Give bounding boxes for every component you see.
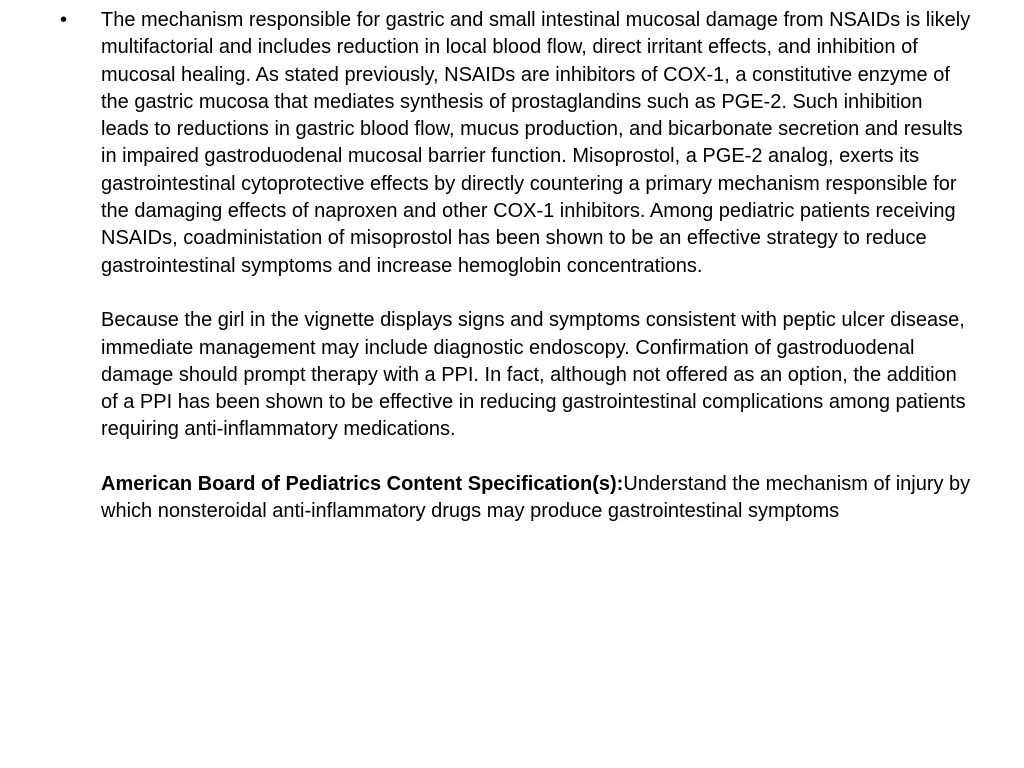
bullet-content — [101, 7, 971, 526]
specification-label: American Board of Pediatrics Content Specification(s): — [101, 473, 624, 496]
mechanism-paragraph: The mechanism responsible for gastric and small intestinal mucosal damage from NSAIDs is likely multifactorial and includes reduction in local blood flow, direct irritant effects, and inhibition of mucosal healing. As stated previously, NSAIDs are inhibitors of COX-1, a constitutive enzyme of the gastric mucosa that mediates synthesis of prostaglandins such as PGE-2. Such inhibition leads to reductions in gastric blood flow, mucus production, and bicarbonate secretion and results in impaired gastroduodenal mucosal barrier function. Misoprostol, a PGE-2 analog, exerts its gastrointestinal cytoprotective effects by directly countering a primary mechanism responsible for the damaging effects of naproxen and other COX-1 inhibitors. Among pediatric patients receiving NSAIDs, coadministation of misoprostol has been shown to be an effective strategy to reduce gastrointestinal symptoms and increase hemoglobin concentrations. — [101, 9, 971, 277]
management-paragraph: Because the girl in the vignette displays signs and symptoms consistent with peptic ulcer disease, immediate management may include diagnostic endoscopy. Confirmation of gastroduodenal damage should prompt therapy with a PPI. In fact, although not offered as an option, the addition of a PPI has been shown to be effective in reducing gastrointestinal complications among patients requiring anti-inflammatory medications. — [101, 309, 966, 441]
bullet-marker: • — [60, 9, 68, 31]
specification-text: Understand the mechanism of injury by which nonsteroidal anti-inflammatory drugs may produce gastrointestinal symptoms — [101, 473, 971, 523]
content-specification — [101, 471, 971, 526]
